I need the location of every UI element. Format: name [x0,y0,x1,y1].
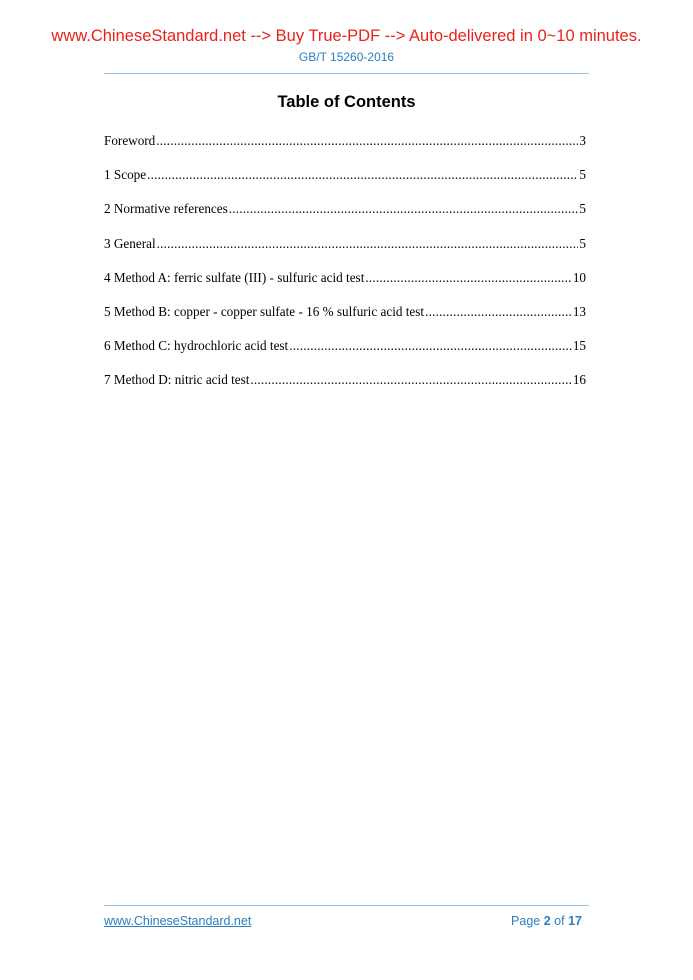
toc-leader-dots [147,165,578,185]
page-number [511,914,582,928]
toc-list [104,131,586,405]
toc-leader-dots [365,268,571,288]
toc-entry-label: 6 Method C: hydrochloric acid test [104,338,289,354]
toc-entry-method-b[interactable] [104,302,586,336]
toc-entry-label: 2 Normative references [104,201,228,217]
toc-leader-dots [156,131,578,151]
toc-leader-dots [250,370,571,390]
toc-entry-page: 16 [572,372,586,388]
toc-entry-method-d[interactable] [104,370,586,404]
toc-entry-method-a[interactable] [104,268,586,302]
toc-entry-page: 15 [572,338,586,354]
toc-entry-label: 5 Method B: copper - copper sulfate - 16 % sulfuric acid test [104,303,425,319]
footer-site-link[interactable]: www.ChineseStandard.net [104,914,252,928]
toc-entry-label: 1 Scope [104,167,147,183]
toc-entry-label: 3 General [104,235,156,251]
toc-entry-label: 7 Method D: nitric acid test [104,372,250,388]
toc-entry-page: 5 [579,201,586,217]
page-title: Table of Contents [277,93,416,111]
page-of: of [554,914,565,928]
toc-leader-dots [229,199,579,219]
header-divider [104,73,589,74]
toc-leader-dots [425,302,572,322]
toc-entry-page: 5 [579,167,586,183]
toc-entry-page: 3 [579,133,586,148]
footer-divider [104,905,589,906]
toc-leader-dots [289,336,572,356]
toc-entry-method-c[interactable] [104,336,586,370]
toc-entry-scope[interactable] [104,165,586,199]
toc-entry-general[interactable] [104,234,586,268]
toc-entry-normative-references[interactable] [104,199,586,233]
toc-entry-label: 4 Method A: ferric sulfate (III) - sulfuric acid test [104,269,365,285]
page-current: 2 [543,914,551,928]
page-total: 17 [568,914,582,928]
header-banner-link[interactable]: www.ChineseStandard.net --> Buy True-PDF --> Auto-delivered in 0~10 minutes. [51,27,642,45]
toc-entry-foreword[interactable] [104,131,586,165]
toc-entry-label: Foreword [104,133,156,148]
toc-entry-page: 10 [572,269,586,285]
page-prefix: Page [511,914,541,928]
toc-entry-page: 5 [579,235,586,251]
standard-code: GB/T 15260-2016 [298,50,395,64]
toc-leader-dots [157,234,579,254]
toc-entry-page: 13 [572,303,586,319]
